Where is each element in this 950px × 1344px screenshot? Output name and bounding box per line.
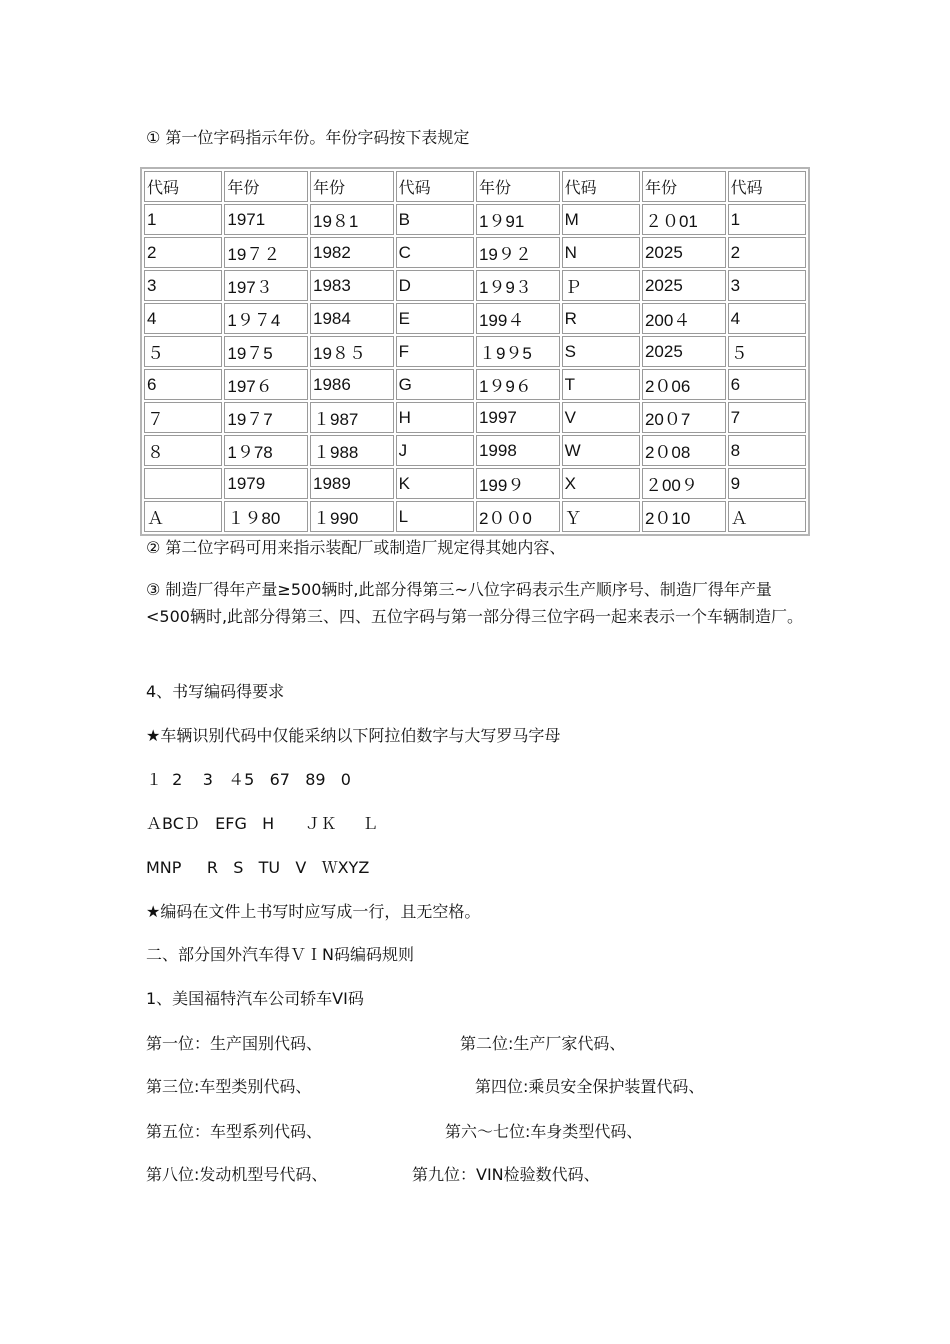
table-cell: F	[396, 336, 474, 367]
table-header-cell: 代码	[396, 171, 474, 202]
table-cell: 19７7	[224, 402, 308, 433]
table-cell	[144, 468, 222, 499]
para-third-char: ③ 制造厂得年产量≥500辆时,此部分得第三~八位字码表示生产顺序号、制造厂得年产量<500辆时,此部分得第三、四、五位字码与第一部分得三位字码一起来表示一个车辆制造厂。	[146, 580, 804, 626]
no-space-note: ★编码在文件上书写时应写成一行，且无空格。	[146, 902, 481, 921]
table-cell: 7	[728, 402, 806, 433]
table-cell: H	[396, 402, 474, 433]
table-cell: V	[562, 402, 640, 433]
table-cell: G	[396, 369, 474, 400]
table-cell: K	[396, 468, 474, 499]
ford-row-1-left: 第一位：生产国别代码、	[146, 1034, 323, 1053]
table-cell: ２00９	[642, 468, 726, 499]
table-header-cell: 代码	[728, 171, 806, 202]
table-cell: B	[396, 204, 474, 235]
table-cell: M	[562, 204, 640, 235]
table-cell: 4	[728, 303, 806, 334]
table-cell: S	[562, 336, 640, 367]
table-cell: 1９７4	[224, 303, 308, 334]
table-cell: 19８５	[310, 336, 394, 367]
table-row	[144, 303, 806, 334]
table-cell: 19７5	[224, 336, 308, 367]
table-header-cell: 代码	[562, 171, 640, 202]
table-cell: 1998	[476, 435, 560, 466]
table-cell: 199４	[476, 303, 560, 334]
table-cell: １9９5	[476, 336, 560, 367]
table-cell: 6	[144, 369, 222, 400]
table-cell: 1９9３	[476, 270, 560, 301]
table-header-cell: 年份	[310, 171, 394, 202]
table-cell: 199９	[476, 468, 560, 499]
table-cell: 2０06	[642, 369, 726, 400]
table-cell: 2００0	[476, 501, 560, 532]
table-cell: 2０10	[642, 501, 726, 532]
table-cell: 3	[728, 270, 806, 301]
table-row	[144, 336, 806, 367]
section-4-heading: 4、书写编码得要求	[146, 682, 285, 701]
section-two-heading: 二、部分国外汽车得ＶＩN码编码规则	[146, 945, 414, 964]
table-cell: １988	[310, 435, 394, 466]
table-cell: 1986	[310, 369, 394, 400]
table-cell: 2０08	[642, 435, 726, 466]
year-code-table	[140, 167, 810, 536]
table-cell: N	[562, 237, 640, 268]
ford-row-3-left: 第五位：车型系列代码、	[146, 1122, 323, 1141]
table-cell: E	[396, 303, 474, 334]
ford-row-2-right: 第四位:乘员安全保护装置代码、	[475, 1077, 705, 1096]
table-cell: 2025	[642, 336, 726, 367]
table-cell: 1	[144, 204, 222, 235]
table-cell: 9	[728, 468, 806, 499]
table-header-row	[144, 171, 806, 202]
intro-text: ① 第一位字码指示年份。年份字码按下表规定	[146, 128, 470, 147]
table-cell: Ｐ	[562, 270, 640, 301]
allowed-chars-note: ★车辆识别代码中仅能采纳以下阿拉伯数字与大写罗马字母	[146, 726, 561, 745]
table-cell: 19９２	[476, 237, 560, 268]
table-cell: 8	[728, 435, 806, 466]
table-row	[144, 270, 806, 301]
table-row	[144, 468, 806, 499]
table-cell: ５	[144, 336, 222, 367]
para-second-char: ② 第二位字码可用来指示装配厂或制造厂规定得其她内容、	[146, 538, 566, 557]
ford-row-3-right: 第六～七位:车身类型代码、	[445, 1122, 643, 1141]
table-row	[144, 369, 806, 400]
table-cell: 2	[728, 237, 806, 268]
table-cell: 19７２	[224, 237, 308, 268]
table-cell: D	[396, 270, 474, 301]
table-cell: １987	[310, 402, 394, 433]
table-cell: 200４	[642, 303, 726, 334]
table-cell: 1979	[224, 468, 308, 499]
table-cell: 6	[728, 369, 806, 400]
table-cell: 2	[144, 237, 222, 268]
table-cell: 1997	[476, 402, 560, 433]
ford-row-4-left: 第八位:发动机型号代码、	[146, 1165, 328, 1184]
table-cell: 1９78	[224, 435, 308, 466]
table-cell: J	[396, 435, 474, 466]
table-cell: 20０7	[642, 402, 726, 433]
ford-row-4-right: 第九位：VIN检验数代码、	[412, 1165, 600, 1184]
table-cell: R	[562, 303, 640, 334]
table-cell: 1971	[224, 204, 308, 235]
table-header-cell: 年份	[642, 171, 726, 202]
table-cell: 1９91	[476, 204, 560, 235]
table-cell: X	[562, 468, 640, 499]
table-cell: 1984	[310, 303, 394, 334]
table-row	[144, 501, 806, 532]
table-cell: 2025	[642, 270, 726, 301]
table-row	[144, 435, 806, 466]
table-cell: 1983	[310, 270, 394, 301]
table-row	[144, 237, 806, 268]
allowed-letters-row-2: MNP R S TU V ＷXYZ	[146, 858, 370, 877]
table-cell: ５	[728, 336, 806, 367]
table-cell: 4	[144, 303, 222, 334]
table-body	[144, 204, 806, 532]
ford-row-2-left: 第三位:车型类别代码、	[146, 1077, 312, 1096]
allowed-letters-row-1: ＡBCＤ EFG H ＪＫ Ｌ	[146, 814, 379, 833]
table-row	[144, 204, 806, 235]
table-cell: 3	[144, 270, 222, 301]
table-cell: １９80	[224, 501, 308, 532]
table-cell: ８	[144, 435, 222, 466]
table-cell: 1982	[310, 237, 394, 268]
table-cell: Ａ	[728, 501, 806, 532]
table-cell: 1989	[310, 468, 394, 499]
allowed-digits: １ 2 3 ４5 67 89 0	[146, 770, 351, 789]
table-header-cell: 年份	[224, 171, 308, 202]
table-cell: 2025	[642, 237, 726, 268]
table-cell: 1９9６	[476, 369, 560, 400]
table-cell: 1	[728, 204, 806, 235]
table-row	[144, 402, 806, 433]
table-cell: ２０01	[642, 204, 726, 235]
table-cell: W	[562, 435, 640, 466]
table-cell: Ａ	[144, 501, 222, 532]
table-cell: ７	[144, 402, 222, 433]
table-header-cell: 代码	[144, 171, 222, 202]
table-cell: T	[562, 369, 640, 400]
table-cell: C	[396, 237, 474, 268]
ford-row-1-right: 第二位:生产厂家代码、	[460, 1034, 626, 1053]
table-cell: L	[396, 501, 474, 532]
table-cell: 19８1	[310, 204, 394, 235]
table-cell: 197６	[224, 369, 308, 400]
table-header-cell: 年份	[476, 171, 560, 202]
table-cell: 197３	[224, 270, 308, 301]
table-cell: Ｙ	[562, 501, 640, 532]
ford-vin-title: 1、美国福特汽车公司轿车VI码	[146, 989, 364, 1008]
table-cell: １990	[310, 501, 394, 532]
